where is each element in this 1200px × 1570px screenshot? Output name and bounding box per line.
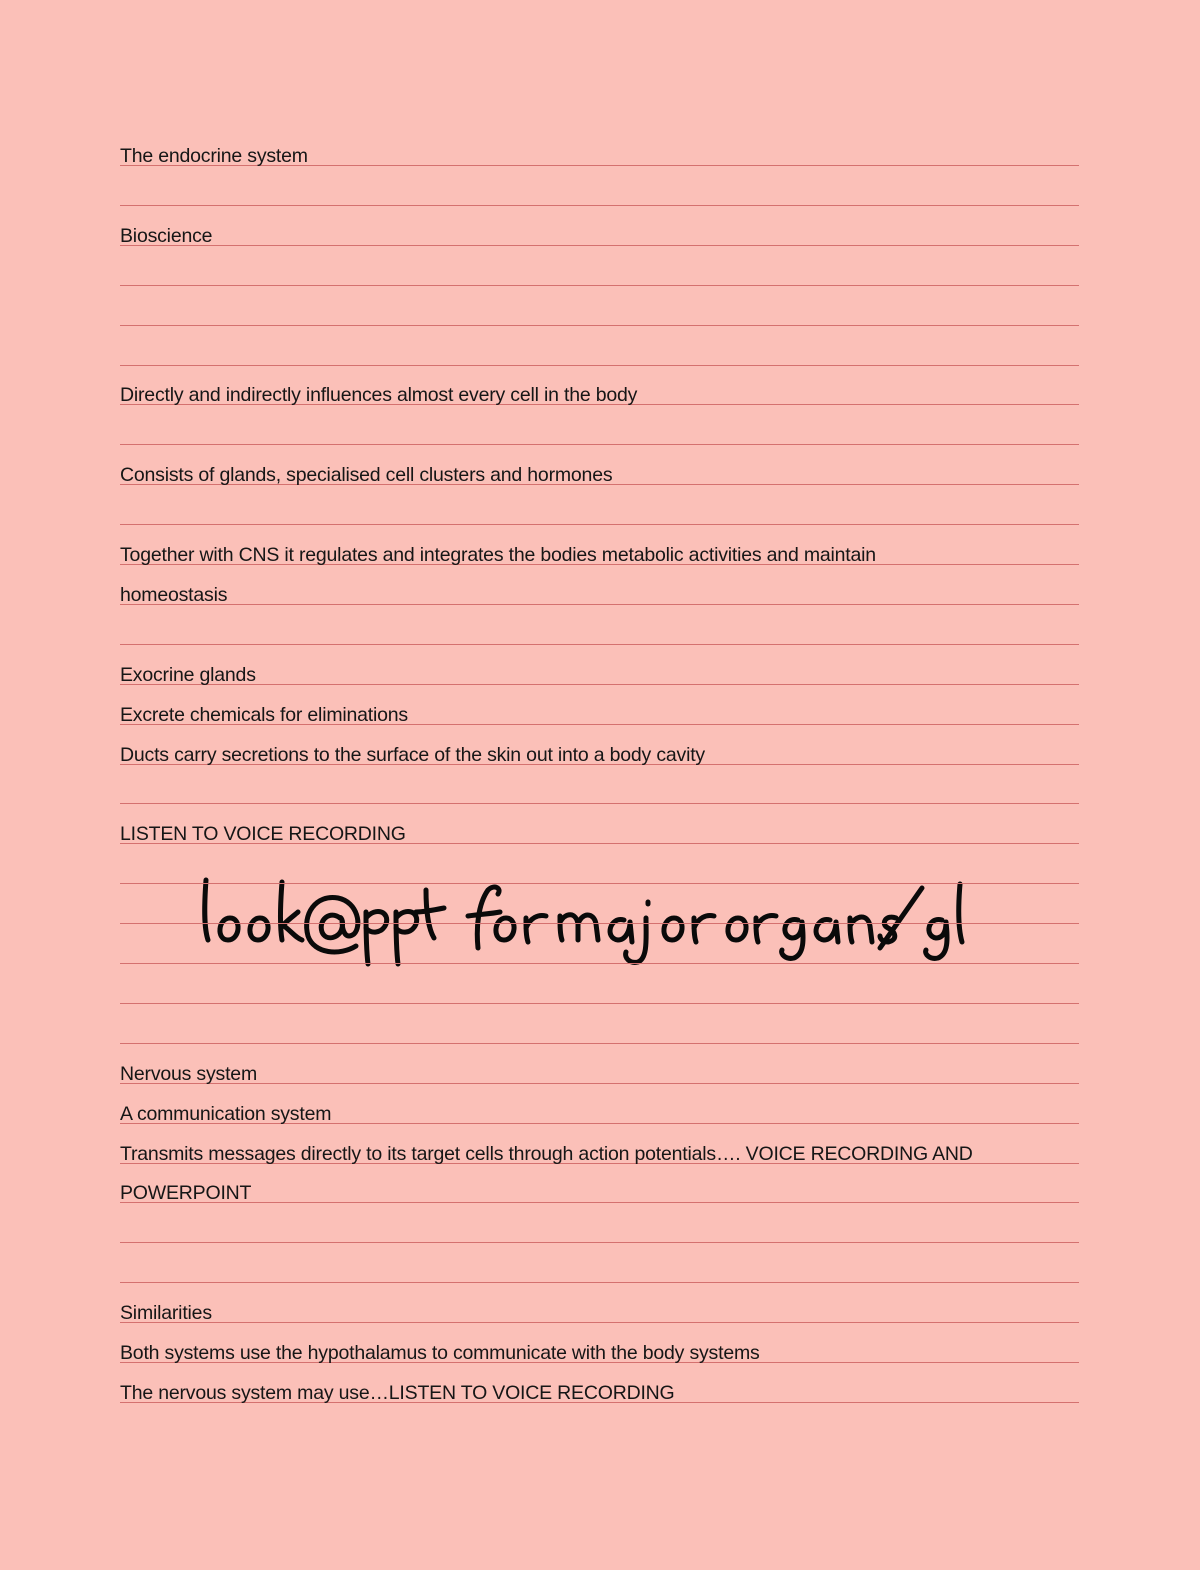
ruled-line: [120, 923, 1079, 924]
ruled-line: [120, 365, 1079, 366]
ruled-line: [120, 245, 1079, 246]
ruled-line: [120, 684, 1079, 685]
ruled-line: [120, 524, 1079, 525]
ruled-line: [120, 604, 1079, 605]
note-line: Ducts carry secretions to the surface of the skin out into a body cavity: [120, 744, 705, 766]
ruled-line: [120, 444, 1079, 445]
note-line: Consists of glands, specialised cell clusters and hormones: [120, 464, 613, 486]
ruled-line: [120, 205, 1079, 206]
note-line: POWERPOINT: [120, 1182, 252, 1204]
note-line: Bioscience: [120, 225, 213, 247]
ruled-line: [120, 1043, 1079, 1044]
note-line: Similarities: [120, 1302, 212, 1324]
ruled-line: [120, 1003, 1079, 1004]
note-line: Excrete chemicals for eliminations: [120, 704, 408, 726]
ruled-line: [120, 963, 1079, 964]
note-line: A communication system: [120, 1103, 332, 1125]
ruled-line: [120, 1282, 1079, 1283]
ruled-line: [120, 1242, 1079, 1243]
note-line: homeostasis: [120, 584, 228, 606]
note-line: LISTEN TO VOICE RECORDING: [120, 823, 406, 845]
ruled-line: [120, 1322, 1079, 1323]
ruled-line: [120, 883, 1079, 884]
ruled-line: [120, 325, 1079, 326]
note-line: Exocrine glands: [120, 664, 256, 686]
ruled-line: [120, 644, 1079, 645]
ruled-line: [120, 803, 1079, 804]
note-line: Directly and indirectly influences almost every cell in the body: [120, 384, 638, 406]
ruled-line: [120, 1083, 1079, 1084]
note-line: The endocrine system: [120, 145, 308, 167]
ruled-line: [120, 285, 1079, 286]
note-line: The nervous system may use…LISTEN TO VOICE RECORDING: [120, 1382, 675, 1404]
note-line: Together with CNS it regulates and integrates the bodies metabolic activities and maintain: [120, 544, 876, 566]
ruled-line: [120, 1202, 1079, 1203]
note-line: Transmits messages directly to its target cells through action potentials…. VOICE RECORDING AND: [120, 1143, 973, 1165]
note-line: Both systems use the hypothalamus to communicate with the body systems: [120, 1342, 760, 1364]
note-line: Nervous system: [120, 1063, 257, 1085]
